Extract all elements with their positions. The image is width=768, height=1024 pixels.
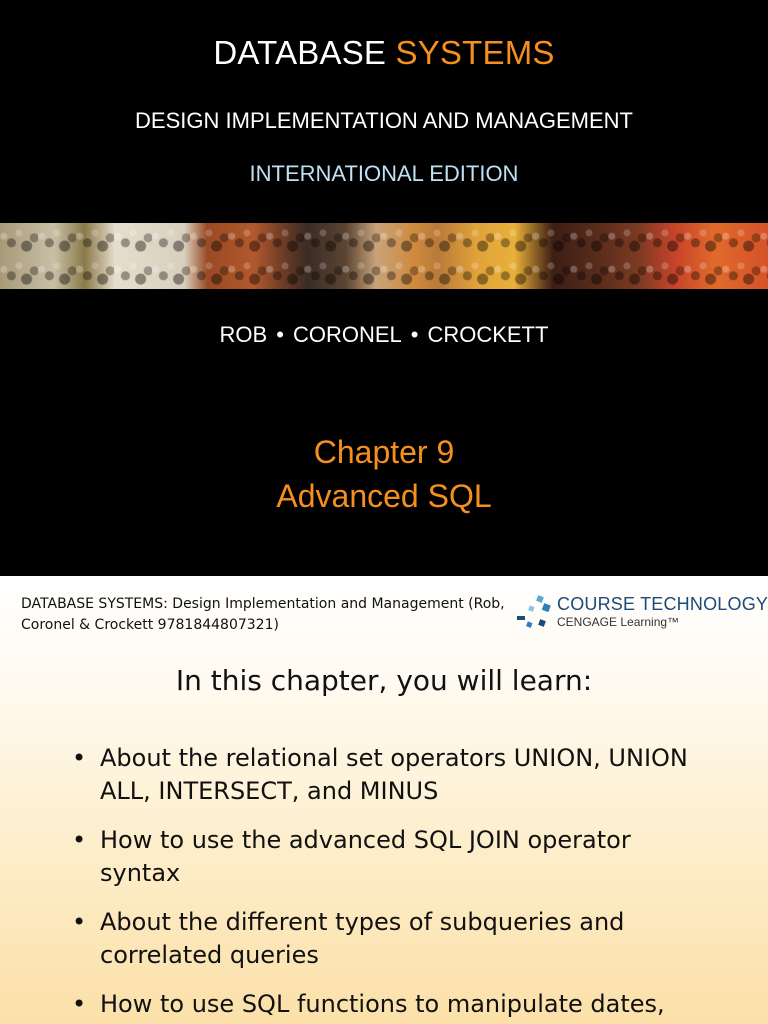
course-technology-logo: [515, 592, 768, 632]
author-separator: •: [410, 322, 419, 347]
author-rob: ROB: [219, 322, 268, 347]
list-item-text: About the relational set operators UNION, UNION ALL, INTERSECT, and MINUS: [100, 744, 688, 805]
list-item-text: How to use SQL functions to manipulate dates,: [100, 990, 665, 1018]
list-item-text: About the different types of subqueries and correlated queries: [100, 908, 625, 969]
bullet-icon: •: [72, 908, 87, 936]
list-item-text: How to use the advanced SQL JOIN operator syntax: [100, 826, 631, 887]
chapter-title: Advanced SQL: [276, 478, 492, 514]
list-item: [72, 824, 712, 890]
spices-image: [0, 223, 768, 289]
logo-line-2: CENGAGE Learning™: [557, 615, 680, 629]
cengage-logo-icon: [515, 592, 553, 632]
bullet-icon: •: [72, 744, 87, 772]
book-title-accent: SYSTEMS: [395, 34, 555, 71]
logo-line-1: COURSE TECHNOLOGY: [557, 594, 768, 614]
bullet-icon: •: [72, 990, 87, 1018]
book-subtitle: DESIGN IMPLEMENTATION AND MANAGEMENT: [135, 108, 633, 133]
slide-heading: In this chapter, you will learn:: [175, 664, 593, 697]
list-item: [72, 742, 712, 808]
list-item: [72, 906, 712, 972]
list-item: [72, 988, 712, 1021]
learning-objectives-list: [72, 742, 712, 1024]
author-crockett: CROCKETT: [427, 322, 549, 347]
book-title: [0, 34, 768, 72]
objectives-slide: [0, 576, 768, 1024]
authors-line: [0, 322, 768, 348]
book-title-main: DATABASE: [213, 34, 396, 71]
author-coronel: CORONEL: [292, 322, 402, 347]
bullet-icon: •: [72, 826, 87, 854]
book-citation: DATABASE SYSTEMS: Design Implementation and Management (Rob, Coronel & Crockett 9781844807321): [21, 596, 505, 633]
chapter-number: Chapter 9: [313, 434, 455, 470]
book-edition: INTERNATIONAL EDITION: [249, 161, 519, 186]
author-separator: •: [276, 322, 284, 347]
chapter-block: [0, 430, 768, 518]
